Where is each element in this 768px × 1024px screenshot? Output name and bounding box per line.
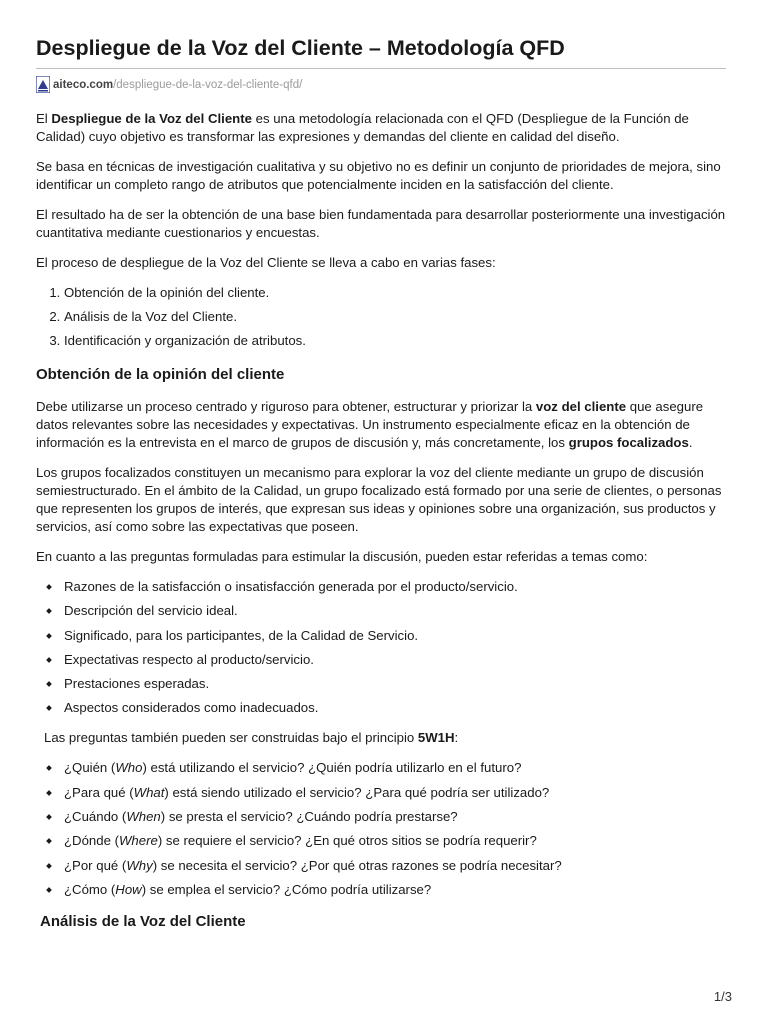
list-item: ¿Para qué (What) está siendo utilizado el servicio? ¿Para qué podría ser utilizado? <box>36 784 728 802</box>
title-divider <box>36 68 726 69</box>
list-item: ¿Por qué (Why) se necesita el servicio? ¿Por qué otras razones se podría necesitar? <box>36 857 728 875</box>
phases-list <box>36 284 728 350</box>
bold-term: 5W1H <box>417 730 455 746</box>
diamond-bullet-icon <box>46 887 52 893</box>
list-item: ¿Cuándo (When) se presta el servicio? ¿Cuándo podría prestarse? <box>36 808 728 826</box>
section1-paragraph-1: Debe utilizarse un proceso centrado y riguroso para obtener, estructurar y priorizar la voz del cliente que asegure datos relevantes sobre las necesidades y expectativas. Un instrumento especialmente eficaz en la obtención de información es la entrevista en el marco de grupos de discusión y, más concretamente, los grupos focalizados. <box>36 399 704 450</box>
section-heading: Análisis de la Voz del Cliente <box>40 912 246 930</box>
section1-paragraph-2: Los grupos focalizados constituyen un mecanismo para explorar la voz del cliente mediante un grupo de discusión semiestructurado. En el ámbito de la Calidad, un grupo focalizado está formado por una serie de clientes, o personas que representen los grupos de interés, que expresan sus ideas y opiniones sobre una organización, sus productos y servicios, así como sobre las expectativas que poseen. <box>36 465 722 534</box>
list-item: Significado, para los participantes, de la Calidad de Servicio. <box>36 627 728 645</box>
source-link[interactable] <box>36 76 302 93</box>
diamond-bullet-icon <box>46 681 52 687</box>
diamond-bullet-icon <box>46 706 52 712</box>
diamond-bullet-icon <box>46 608 52 614</box>
page-title: Despliegue de la Voz del Cliente – Metodología QFD <box>36 36 565 60</box>
list-item: Razones de la satisfacción o insatisfacción generada por el producto/servicio. <box>36 578 728 596</box>
list-item: ¿Quién (Who) está utilizando el servicio? ¿Quién podría utilizarlo en el futuro? <box>36 759 728 777</box>
diamond-bullet-icon <box>46 657 52 663</box>
diamond-bullet-icon <box>46 584 52 590</box>
list-item: 2. Análisis de la Voz del Cliente. <box>64 308 728 326</box>
list-item: Prestaciones esperadas. <box>36 675 728 693</box>
list-item: 3. Identificación y organización de atributos. <box>64 332 728 350</box>
questions-list <box>36 759 728 898</box>
list-item: ¿Cómo (How) se emplea el servicio? ¿Cómo podría utilizarse? <box>36 881 728 899</box>
aiteco-logo-icon <box>36 76 50 93</box>
intro-paragraph-2: Se basa en técnicas de investigación cualitativa y su objetivo no es definir un conjunto de prioridades de mejora, sino identificar un completo rango de atributos que potencialmente inciden en la satisfacción del cliente. <box>36 159 721 192</box>
diamond-bullet-icon <box>46 633 52 639</box>
source-path[interactable]: /despliegue-de-la-voz-del-cliente-qfd/ <box>113 78 303 91</box>
intro-paragraph-4: El proceso de despliegue de la Voz del Cliente se lleva a cabo en varias fases: <box>36 255 496 270</box>
bold-term: voz del cliente <box>535 399 627 414</box>
diamond-bullet-icon <box>46 839 52 845</box>
topics-list <box>36 578 728 717</box>
list-item: Expectativas respecto al producto/servicio. <box>36 651 728 669</box>
diamond-bullet-icon <box>46 814 52 820</box>
section1-paragraph-4: Las preguntas también pueden ser construidas bajo el principio 5W1H: <box>44 730 459 746</box>
source-domain[interactable]: aiteco.com <box>53 78 114 91</box>
section-heading: Obtención de la opinión del cliente <box>36 366 285 383</box>
diamond-bullet-icon <box>46 790 52 796</box>
list-item: Descripción del servicio ideal. <box>36 602 728 620</box>
bold-term: grupos focalizados <box>568 435 689 450</box>
bold-term: Despliegue de la Voz del Cliente <box>51 111 252 126</box>
intro-paragraph-1: El Despliegue de la Voz del Cliente es una metodología relacionada con el QFD (Despliegue de la Función de Calidad) cuyo objetivo es transformar las expresiones y demandas del cliente en calidad del diseño. <box>36 111 689 144</box>
page-number: 1/3 <box>713 989 732 1004</box>
list-item: 1. Obtención de la opinión del cliente. <box>64 284 728 302</box>
list-item: Aspectos considerados como inadecuados. <box>36 699 728 717</box>
diamond-bullet-icon <box>46 766 52 772</box>
list-item: ¿Dónde (Where) se requiere el servicio? ¿En qué otros sitios se podría requerir? <box>36 832 728 850</box>
section1-paragraph-3: En cuanto a las preguntas formuladas para estimular la discusión, pueden estar referidas a temas como: <box>36 549 648 564</box>
article-body <box>36 110 728 945</box>
diamond-bullet-icon <box>46 863 52 869</box>
intro-paragraph-3: El resultado ha de ser la obtención de una base bien fundamentada para desarrollar posteriormente una investigación cuantitativa mediante cuestionarios y encuestas. <box>36 207 726 240</box>
